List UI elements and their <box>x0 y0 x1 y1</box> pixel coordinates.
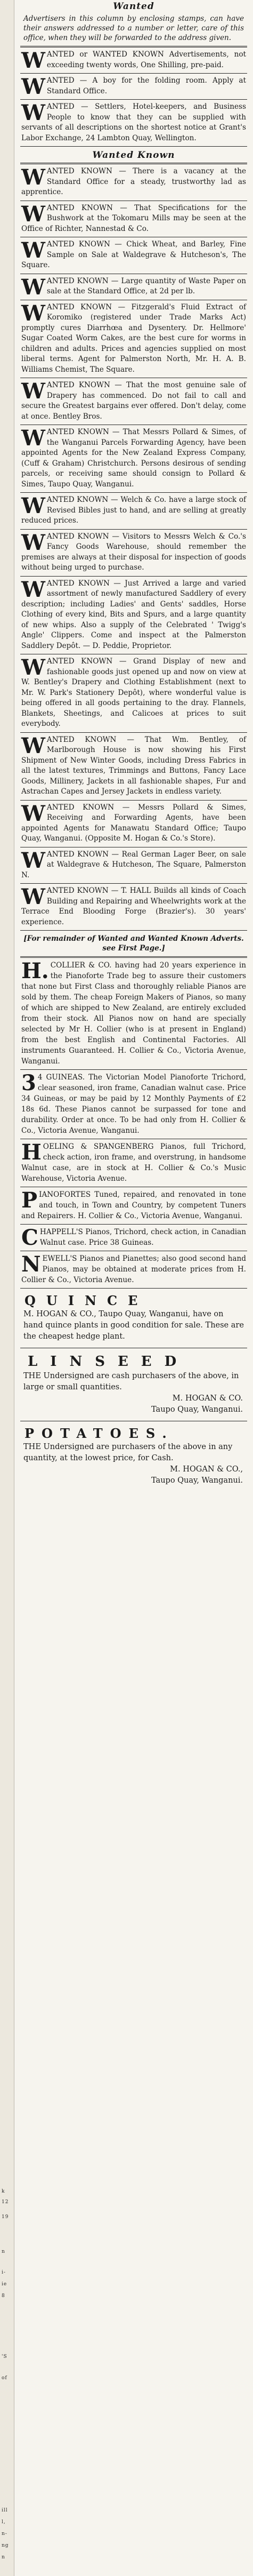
ad-item: WANTED — A boy for the folding room. Apply at Standard Office. <box>21 74 246 99</box>
potatoes-signature-name: M. HOGAN & CO., <box>170 1465 243 1474</box>
ad-item: PIANOFORTES Tuned, repaired, and renovated in tone and touch, in Town and Country, by competent Tuners and Repairers. H. Collier & Co., Victoria Avenue, Wanganui. <box>20 1187 247 1225</box>
quince-heading: QUINCE <box>25 1293 149 1308</box>
ad-item: H.COLLIER & CO. having had 20 years experience in the Pianoforte Trade beg to assure their customers that none but First Class and thoroughly reliable Pianos are sold by them. The cheap Foreign Makers of Pianos, so many of which are shipped to New Zealand, are entirely excluded from their stock. All Pianos now on hand are specially selected by Mr H. Collier (who is at present in England) from the best English and Continental Factories. All instruments Guaranteed. H. Collier & Co., Victoria Avenue, Wanganui. <box>20 956 247 1070</box>
ad-item: CHAPPELL'S Pianos, Trichord, check action, in Canadian Walnut case. Price 38 Guineas. <box>21 1225 246 1250</box>
ad-item: WANTED or WANTED KNOWN Advertisements, not exceeding twenty words, One Shilling, pre-paid. <box>20 46 247 74</box>
ad-item: WANTED KNOWN — There is a vacancy at the Standard Office for a steady, trustworthy lad as apprentice. <box>20 163 247 201</box>
gutter-fragment: n <box>2 2249 5 2254</box>
gutter-fragment: 'S <box>2 2354 7 2359</box>
gutter-fragment: 19 <box>2 2214 9 2220</box>
ad-item: WANTED KNOWN — Welch & Co. have a large stock of Revised Bibles just to hand, and are selling at greatly reduced prices. <box>20 493 247 530</box>
ad-item: WANTED KNOWN — That Messrs Pollard & Simes, of the Wanganui Parcels Forwarding Agency, have been appointed Agents for the New Zealand Express Company, (Cuff & Graham) Christchurch. Persons desirous of sending parcels, or receiving same should consign to Pollard & Simes, Taupo Quay, Wanganui. <box>20 425 247 493</box>
potatoes-heading: POTATOES. <box>25 1426 174 1441</box>
ad-item: WANTED KNOWN — Real German Lager Beer, on sale at Waldegrave & Hutcheson, The Square, Palmerston N. <box>20 847 247 884</box>
ad-item: WANTED KNOWN — T. HALL Builds all kinds of Coach Building and Repairing and Wheelwrights work at the Terrace End Blooding Forge (Brazier's). 30 years' experience. <box>20 884 247 931</box>
advertisers-notice: Advertisers in this column by enclosing stamps, can have their answers addressed to a number or letter, care of this office, when they will be forwarded to the address given. <box>23 14 244 42</box>
ad-item: WANTED KNOWN — Visitors to Messrs Welch & Co.'s Fancy Goods Warehouse, should remember the premises are always at their disposal for inspection of goods without being urged to purchase. <box>20 530 247 577</box>
gutter-fragment: l, <box>2 2519 6 2525</box>
ad-item: WANTED KNOWN — Messrs Pollard & Simes, Receiving and Forwarding Agents, have been appointed Agents for Manawatu Standard Office; Taupo Quay, Wanganui. (Opposite M. Hogan & Co.'s Store). <box>20 801 247 847</box>
ad-item: WANTED KNOWN — Fitzgerald's Fluid Extract of Koromiko (registered under Trade Marks Act) promptly cures Diarrhœa and Dysentery. Dr. Hellmore' Sugar Coated Worm Cakes, are the best cure for worms in children and adults. Prices and agencies supplied on most liberal terms. Agent for Palmerston North, Mr. H. A. B. Williams Chemist, The Square. <box>20 300 247 379</box>
advertisement-column <box>20 0 247 1492</box>
remainder-note: [For remainder of Wanted and Wanted Known Adverts. see First Page.] <box>23 934 244 953</box>
wanted-section-title: Wanted <box>113 1 154 12</box>
gutter-fragment: n <box>2 2555 5 2560</box>
linseed-signature-name: M. HOGAN & CO. <box>172 1394 243 1403</box>
ad-item: WANTED KNOWN — Just Arrived a large and varied assortment of newly manufactured Saddlery of every description; including Ladies' and Gents' saddles, Horse Clothing of every kind, Bits and Spurs, and a large quantity of new whips. Also a supply of the Celebrated ' Twigg's Angle' Clippers. Come and inspect at the Palmerston Saddlery Depôt. — D. Peddie, Proprietor. <box>20 577 247 655</box>
piano-ads-list <box>20 956 247 1289</box>
gutter-fragment: ie <box>2 2282 7 2287</box>
ad-item: WANTED KNOWN — That Specifications for the Bushwork at the Tokomaru Mills may be seen at the Office of Richter, Nannestad & Co. <box>20 201 247 238</box>
gutter-fragment: of <box>2 2375 7 2381</box>
gutter-fragment: 12 <box>2 2199 9 2205</box>
ad-item: WANTED KNOWN — That Wm. Bentley, of Marlborough House is now showing his First Shipment of New Winter Goods, including Dress Fabrics in all the latest textures, Trimmings and Buttons, Fancy Lace Goods, Millinery, Jackets in all fashionable shapes, Fur and Astrachan Capes and Jersey Jackets in endless variety. <box>20 733 247 801</box>
gutter-fragment: 8 <box>2 2293 5 2299</box>
left-column-gutter <box>0 0 14 2576</box>
potatoes-ad <box>20 1421 247 1492</box>
linseed-ad <box>20 1348 247 1421</box>
ad-item: WANTED KNOWN — Chick Wheat, and Barley, Fine Sample on Sale at Waldegrave & Hutcheson's, The Square. <box>20 237 247 274</box>
quince-ad <box>20 1289 247 1348</box>
potatoes-signature-place: Taupo Quay, Wanganui. <box>151 1476 243 1485</box>
gutter-fragment: ng <box>2 2543 9 2548</box>
potatoes-body: THE Undersigned are purchasers of the above in any quantity, at the lowest price, for Cash. <box>23 1443 233 1462</box>
wanted-known-ads-list <box>20 163 247 931</box>
quince-body: M. HOGAN & CO., Taupo Quay, Wanganui, have on hand quince plants in good condition for sale. These are the cheapest hedge plant. <box>23 1310 244 1341</box>
gutter-fragment: n- <box>2 2531 7 2537</box>
linseed-heading: LINSEED <box>28 1354 190 1370</box>
ad-item: WANTED KNOWN — Grand Display of new and fashionable goods just opened up and now on view at W. Bentley's Drapery and Clothing Establishment (next to Mr. W. Park's Stationery Depôt), where wonderful value is being offered in all goods pertaining to the dray. Flannels, Blankets, Sheetings, and Calicoes at prices to suit everybody. <box>20 654 247 733</box>
gutter-fragment: k <box>2 2189 5 2194</box>
ad-item: 34 GUINEAS. The Victorian Model Pianoforte Trichord, clear seasoned, iron frame, Canadian walnut case. Price 34 Guineas, or may be paid by 12 Monthly Payments of £2 18s 6d. These Pianos cannot be surpassed for tone and durability. Order at once. To be had only from H. Collier & Co., Victoria Avenue, Wanganui. <box>20 1070 247 1139</box>
ad-item: NEWELL'S Pianos and Pianettes; also good second hand Pianos, may be obtained at moderate prices from H. Collier & Co., Victoria Avenue. <box>20 1251 247 1289</box>
gutter-fragment: ill <box>2 2508 8 2513</box>
linseed-body: THE Undersigned are cash purchasers of the above, in large or small quantities. <box>23 1372 239 1391</box>
linseed-signature-place: Taupo Quay, Wanganui. <box>151 1405 243 1414</box>
ad-item: WANTED KNOWN — Large quantity of Waste Paper on sale at the Standard Office, at 2d per lb. <box>21 274 246 300</box>
gutter-fragment: i- <box>2 2270 6 2275</box>
ad-item: HOELING & SPANGENBERG Pianos, full Trichord, check action, iron frame, and overstrung, in handsome Walnut case, are in stock at H. Collier & Co.'s Music Warehouse, Victoria Avenue. <box>20 1139 247 1187</box>
wanted-ads-list <box>20 46 247 147</box>
ad-item: WANTED — Settlers, Hotel-keepers, and Business People to know that they can be supplied with servants of all descriptions on the shortest notice at Grant's Labor Exchange, 24 Lambton Quay, Wellington. <box>20 100 247 147</box>
ad-item: WANTED KNOWN — That the most genuine sale of Drapery has commenced. Do not fail to call and secure the Greatest bargains ever offered. Don't delay, come at once. Bentley Bros. <box>20 378 247 425</box>
wanted-known-section-title: Wanted Known <box>92 150 175 161</box>
